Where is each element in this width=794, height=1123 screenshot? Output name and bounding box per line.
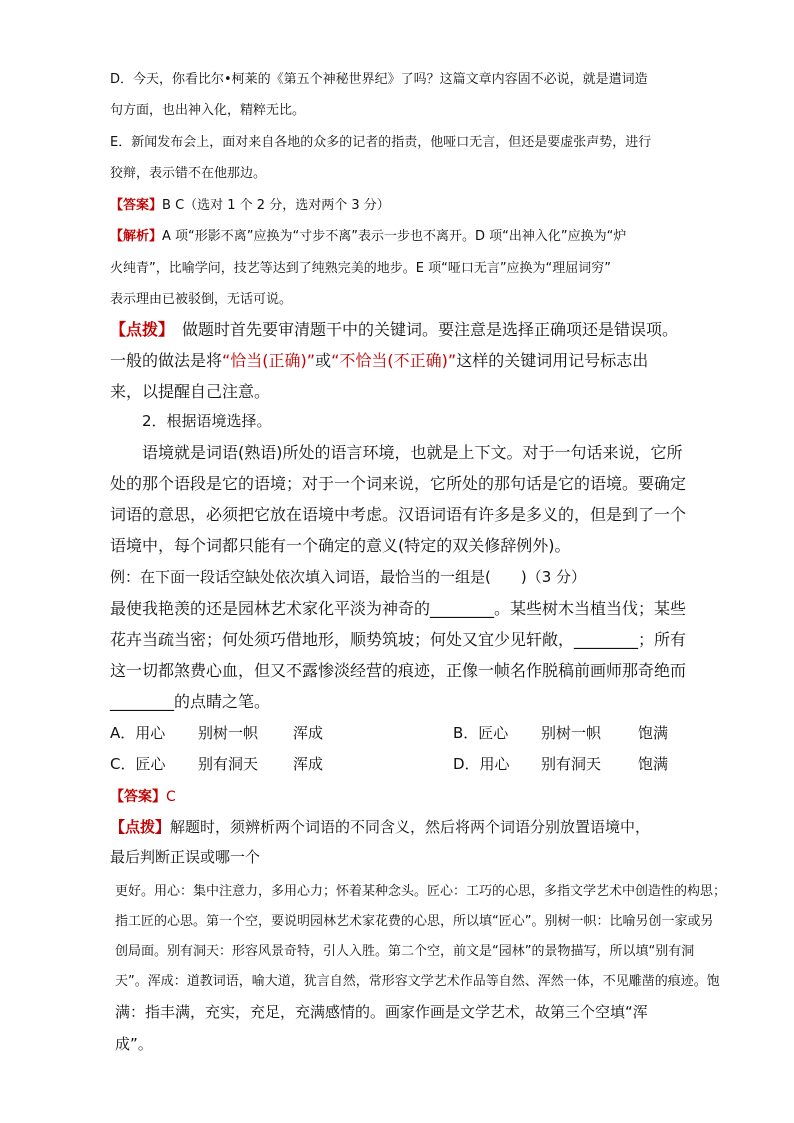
explain-line5: 满：指丰满，充实，充足，充满感情的。画家作画是文学艺术，故第三个空填“浑 (115, 1003, 648, 1021)
option-a-word2: 别树一帜 (198, 724, 259, 742)
section2-p-line4: 语境中，每个词都只能有一个确定的意义(特定的双关修辞例外)。 (110, 536, 571, 555)
option-a-word3: 浑成 (293, 724, 324, 742)
explain-line1: 更好。用心：集中注意力，多用心力；怀着某种念头。匠心：工巧的心思，多指文学艺术中创造性的构思； (115, 884, 727, 899)
example-sentence-line1: 最使我艳羡的还是园林艺术家化平淡为神奇的________。某些树木当植当伐；某些 (110, 599, 687, 618)
explain-line4: 天”。浑成：道教词语，喻大道，犹言自然，常形容文学艺术作品等自然、浑然一体，不见雕凿的痕迹。饱 (115, 974, 720, 989)
tip1-line1: 【点拨】 做题时首先要审清题干中的关键词。要注意是选择正确项还是错误项。 (110, 320, 679, 339)
analysis-label: 【解析】 (110, 229, 163, 244)
example-answer-text: C (166, 789, 176, 805)
example-sentence-line4: ________的点睛之笔。 (110, 692, 271, 711)
section2-p-line3: 词语的意思，必须把它放在语境中考虑。汉语词语有许多是多义的，但是到了一个 (110, 505, 687, 524)
option-e-line1: E．新闻发布会上，面对来自各地的众多的记者的指责，他哑口无言，但还是要虚张声势，进行 (110, 135, 652, 150)
answer-line (110, 194, 390, 213)
example-answer-label: 【答案】 (110, 789, 166, 805)
analysis-line3: 表示理由已被驳倒，无话可说。 (110, 292, 293, 307)
option-d-word2: 别有洞天 (541, 755, 602, 773)
explain-line3: 创局面。别有洞天：形容风景奇特，引人入胜。第二个空，前文是“园林”的景物描写，所以填“别有洞 (115, 944, 695, 959)
example-tip-line2: 最后判断正误或哪一个 (110, 848, 261, 866)
option-c-word2: 别有洞天 (198, 755, 259, 773)
answer-text: B C（选对 1 个 2 分，选对两个 3 分） (162, 198, 390, 213)
explain-line6: 成”。 (115, 1035, 153, 1053)
explain-line2: 指工匠的心思。第一个空，要说明园林艺术家花费的心思，所以填“匠心”。别树一帜：比喻另创一家或另 (115, 914, 714, 929)
option-c-word3: 浑成 (293, 755, 324, 773)
option-d-word1: D．用心 (453, 755, 510, 773)
section2-heading: 2．根据语境选择。 (142, 412, 272, 430)
option-b-word3: 饱满 (638, 724, 669, 742)
tip1-line3: 来，以提醒自己注意。 (110, 382, 271, 401)
answer-label: 【答案】 (110, 198, 163, 213)
analysis-line1: 【解析】A 项“形影不离”应换为“寸步不离”表示一步也不离开。D 项“出神入化”应换为“炉 (110, 229, 627, 244)
option-a-word1: A．用心 (110, 724, 166, 742)
example-answer-line (110, 786, 176, 806)
tip1-label: 【点拨】 (110, 320, 167, 339)
analysis-line2: 火纯青”，比喻学问，技艺等达到了纯熟完美的地步。E 项“哑口无言”应换为“理屈词穷” (110, 261, 612, 276)
example-sentence-line2: 花卉当疏当密；何处须巧借地形，顺势筑坡；何处又宜少见轩敞，________；所有 (110, 630, 687, 649)
section2-p-line1: 语境就是词语(熟语)所处的语言环境，也就是上下文。对于一句话来说，它所 (142, 443, 683, 462)
option-c-word1: C．匠心 (110, 755, 166, 773)
example-tip-label: 【点拨】 (110, 818, 171, 836)
example-question: 例：在下面一段话空缺处依次填入词语，最恰当的一组是( )（3 分） (110, 568, 587, 586)
option-d-line1: D．今天，你看比尔•柯莱的《第五个神秘世界纪》了吗？这篇文章内容固不必说，就是遣词造 (110, 72, 648, 87)
option-d-word3: 饱满 (638, 755, 669, 773)
example-sentence-line3: 这一切都煞费心血，但又不露惨淡经营的痕迹，正像一帧名作脱稿前画师那奇绝而 (110, 661, 687, 680)
option-b-word1: B．匠心 (453, 724, 509, 742)
example-tip-line1: 【点拨】解题时，须辨析两个词语的不同含义，然后将两个词语分别放置语境中， (110, 818, 651, 836)
tip1-line2: 一般的做法是将“恰当(正确)”或“不恰当(不正确)”这样的关键词用记号标志出 (110, 351, 649, 370)
option-d-line2: 句方面，也出神入化，精粹无比。 (110, 103, 306, 118)
section2-p-line2: 处的那个语段是它的语境；对于一个词来说，它所处的那句话是它的语境。要确定 (110, 474, 687, 493)
option-b-word2: 别树一帜 (541, 724, 602, 742)
option-e-line2: 狡辩，表示错不在他那边。 (110, 166, 267, 181)
